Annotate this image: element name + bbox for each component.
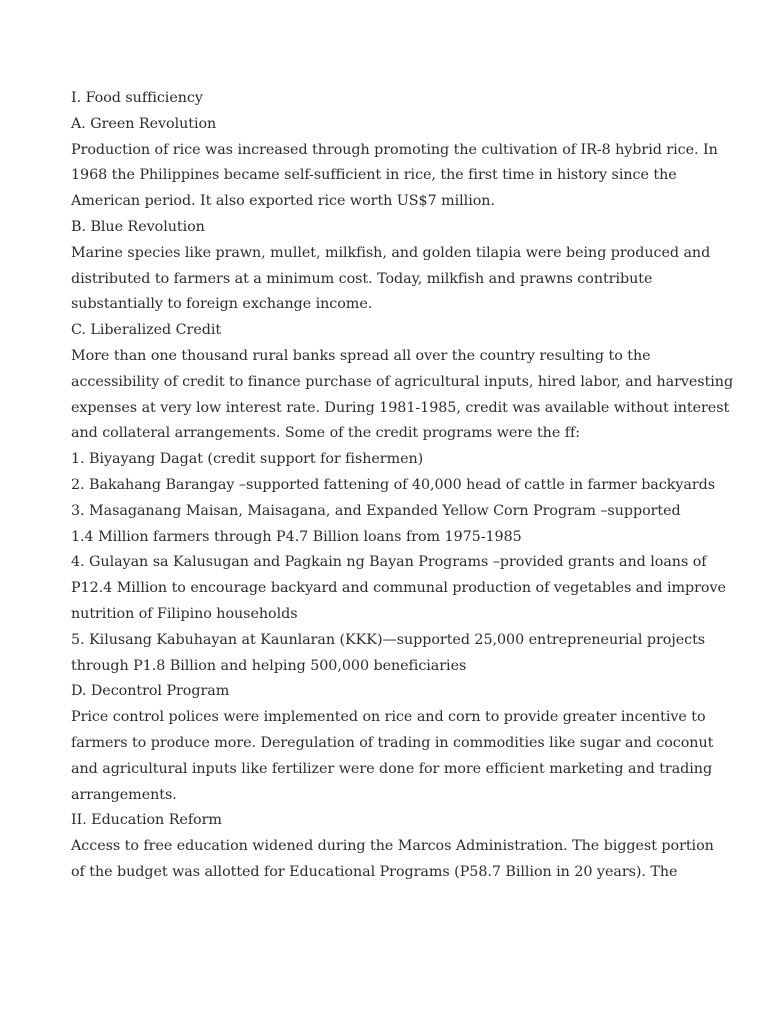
paragraph-line: expenses at very low interest rate. During 1981-1985, credit was available without interest — [71, 399, 730, 416]
list-item: 5. Kilusang Kabuhayan at Kaunlaran (KKK)—supported 25,000 entrepreneurial projects — [71, 631, 706, 648]
heading-food-sufficiency: I. Food sufficiency — [71, 90, 203, 106]
list-item: 1. Biyayang Dagat (credit support for fishermen) — [71, 451, 424, 468]
paragraph-line: of the budget was allotted for Educational Programs (P58.7 Billion in 20 years). The — [71, 863, 678, 880]
subheading-green-revolution: A. Green Revolution — [71, 115, 217, 132]
subheading-liberalized-credit: C. Liberalized Credit — [71, 322, 222, 339]
paragraph-line: More than one thousand rural banks spread all over the country resulting to the — [71, 347, 651, 364]
paragraph-line: American period. It also exported rice worth US$7 million. — [71, 193, 495, 210]
list-item-continuation: P12.4 Million to encourage backyard and communal production of vegetables and improve — [71, 580, 726, 597]
paragraph-line: farmers to produce more. Deregulation of trading in commodities like sugar and coconut — [71, 734, 714, 751]
paragraph-line: and collateral arrangements. Some of the credit programs were the ff: — [71, 425, 580, 442]
paragraph-line: substantially to foreign exchange income. — [71, 296, 373, 313]
paragraph-line: Price control polices were implemented on rice and corn to provide greater incentive to — [71, 709, 706, 726]
list-item-continuation: nutrition of Filipino households — [71, 605, 298, 622]
heading-education-reform: II. Education Reform — [71, 812, 222, 829]
paragraph-line: 1968 the Philippines became self-sufficient in rice, the first time in history since the — [71, 167, 677, 184]
document-page — [71, 86, 734, 886]
list-item: 3. Masaganang Maisan, Maisagana, and Expanded Yellow Corn Program –supported — [71, 502, 681, 519]
subheading-blue-revolution: B. Blue Revolution — [71, 218, 205, 235]
list-item-continuation: 1.4 Million farmers through P4.7 Billion loans from 1975-1985 — [71, 528, 522, 545]
paragraph-line: and agricultural inputs like fertilizer were done for more efficient marketing and trading — [71, 760, 713, 777]
paragraph-line: accessibility of credit to finance purchase of agricultural inputs, hired labor, and harvesting — [71, 373, 734, 390]
subheading-decontrol-program: D. Decontrol Program — [71, 683, 230, 700]
list-item-continuation: through P1.8 Billion and helping 500,000 beneficiaries — [71, 657, 467, 674]
paragraph-line: Production of rice was increased through promoting the cultivation of IR-8 hybrid rice. In — [71, 141, 718, 158]
paragraph-line: Marine species like prawn, mullet, milkfish, and golden tilapia were being produced and — [71, 244, 711, 261]
list-item: 2. Bakahang Barangay –supported fattening of 40,000 head of cattle in farmer backyards — [71, 476, 716, 493]
paragraph-line: distributed to farmers at a minimum cost. Today, milkfish and prawns contribute — [71, 270, 653, 287]
list-item: 4. Gulayan sa Kalusugan and Pagkain ng Bayan Programs –provided grants and loans of — [71, 554, 707, 571]
paragraph-line: arrangements. — [71, 786, 177, 803]
paragraph-line: Access to free education widened during the Marcos Administration. The biggest portion — [71, 838, 714, 855]
